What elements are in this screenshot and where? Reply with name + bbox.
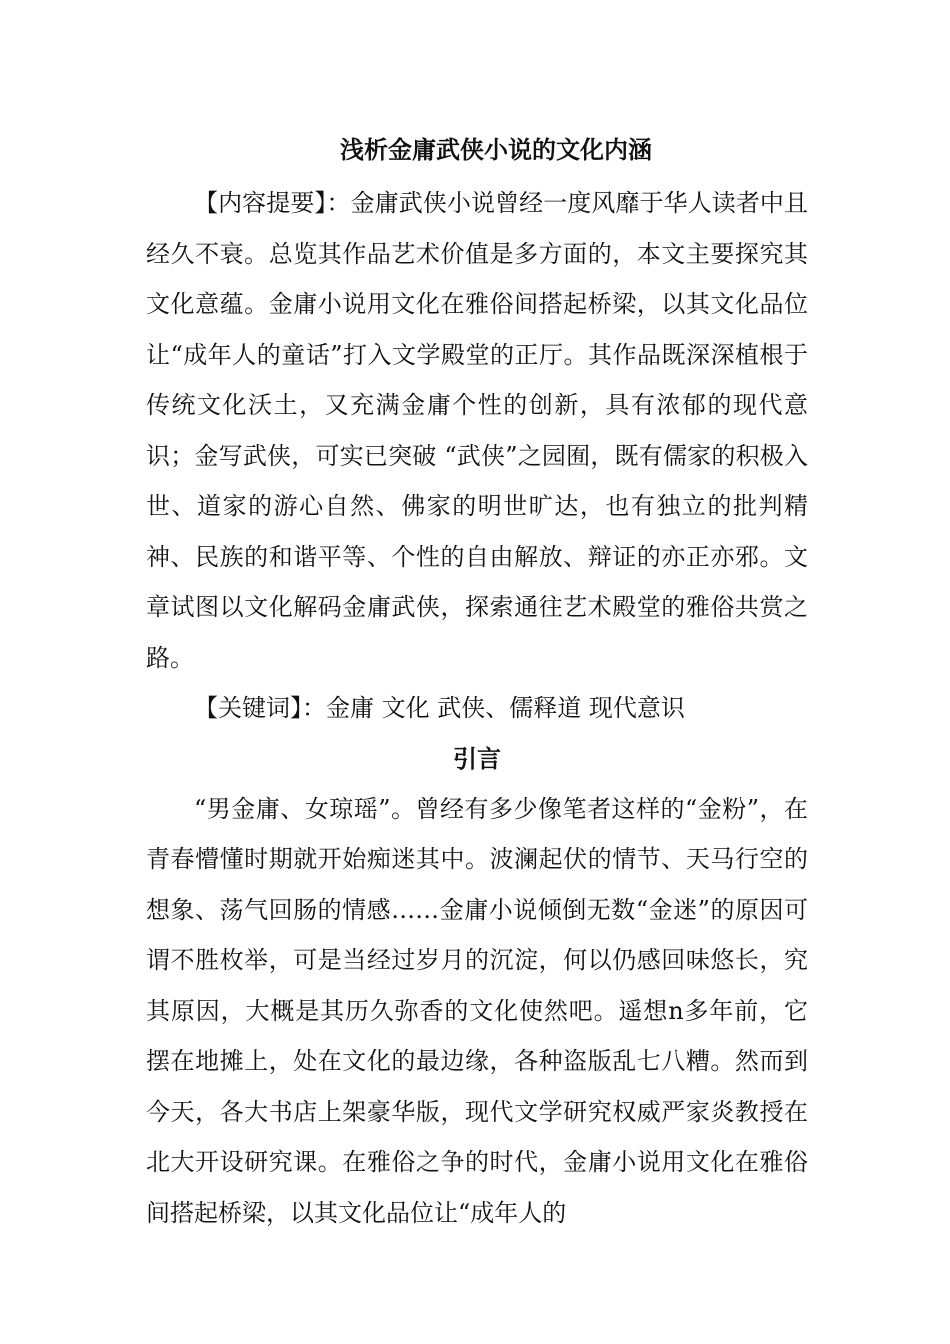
keywords-label: 【关键词】 bbox=[194, 694, 302, 722]
abstract-label: 【内容提要】 bbox=[194, 189, 327, 217]
section-heading: 引言 bbox=[453, 743, 501, 773]
keywords-line bbox=[146, 683, 808, 734]
document-title: 浅析金庸武侠小说的文化内涵 bbox=[340, 135, 652, 164]
keywords-separator: ： bbox=[302, 694, 326, 722]
keywords-text: 金庸 文化 武侠、儒释道 现代意识 bbox=[326, 694, 685, 722]
document-page bbox=[146, 128, 808, 1238]
intro-paragraph: “男金庸、女琼瑶”。曾经有多少像笔者这样的“金粉”，在青春懵懂时期就开始痴迷其中。波澜起伏的情节、天马行空的想象、荡气回肠的情感……金庸小说倾倒无数“金迷”的原因可谓不胜枚举，可是当经过岁月的沉淀，何以仍感回味悠长，究其原因，大概是其历久弥香的文化使然吧。遥想n多年前，它摆在地摊上，处在文化的最边缘，各种盗版乱七八糟。然而到今天，各大书店上架豪华版，现代文学研究权威严家炎教授在北大开设研究课。在雅俗之争的时代，金庸小说用文化在雅俗间搭起桥梁，以其文化品位让“成年人的 bbox=[146, 794, 808, 1227]
abstract-text: 金庸武侠小说曾经一度风靡于华人读者中且经久不衰。总览其作品艺术价值是多方面的，本文主要探究其文化意蕴。金庸小说用文化在雅俗间搭起桥梁，以其文化品位让“成年人的童话”打入文学殿堂的正厅。其作品既深深植根于传统文化沃土，又充满金庸个性的创新，具有浓郁的现代意识；金写武侠，可实已突破 “武侠”之园囿，既有儒家的积极入世、道家的游心自然、佛家的明世旷达，也有独立的批判精神、民族的和谐平等、个性的自由解放、辩证的亦正亦邪。文章试图以文化解码金庸武侠，探索通往艺术殿堂的雅俗共赏之路。 bbox=[146, 189, 809, 672]
abstract-separator: ： bbox=[326, 189, 351, 217]
abstract-paragraph bbox=[146, 178, 808, 683]
